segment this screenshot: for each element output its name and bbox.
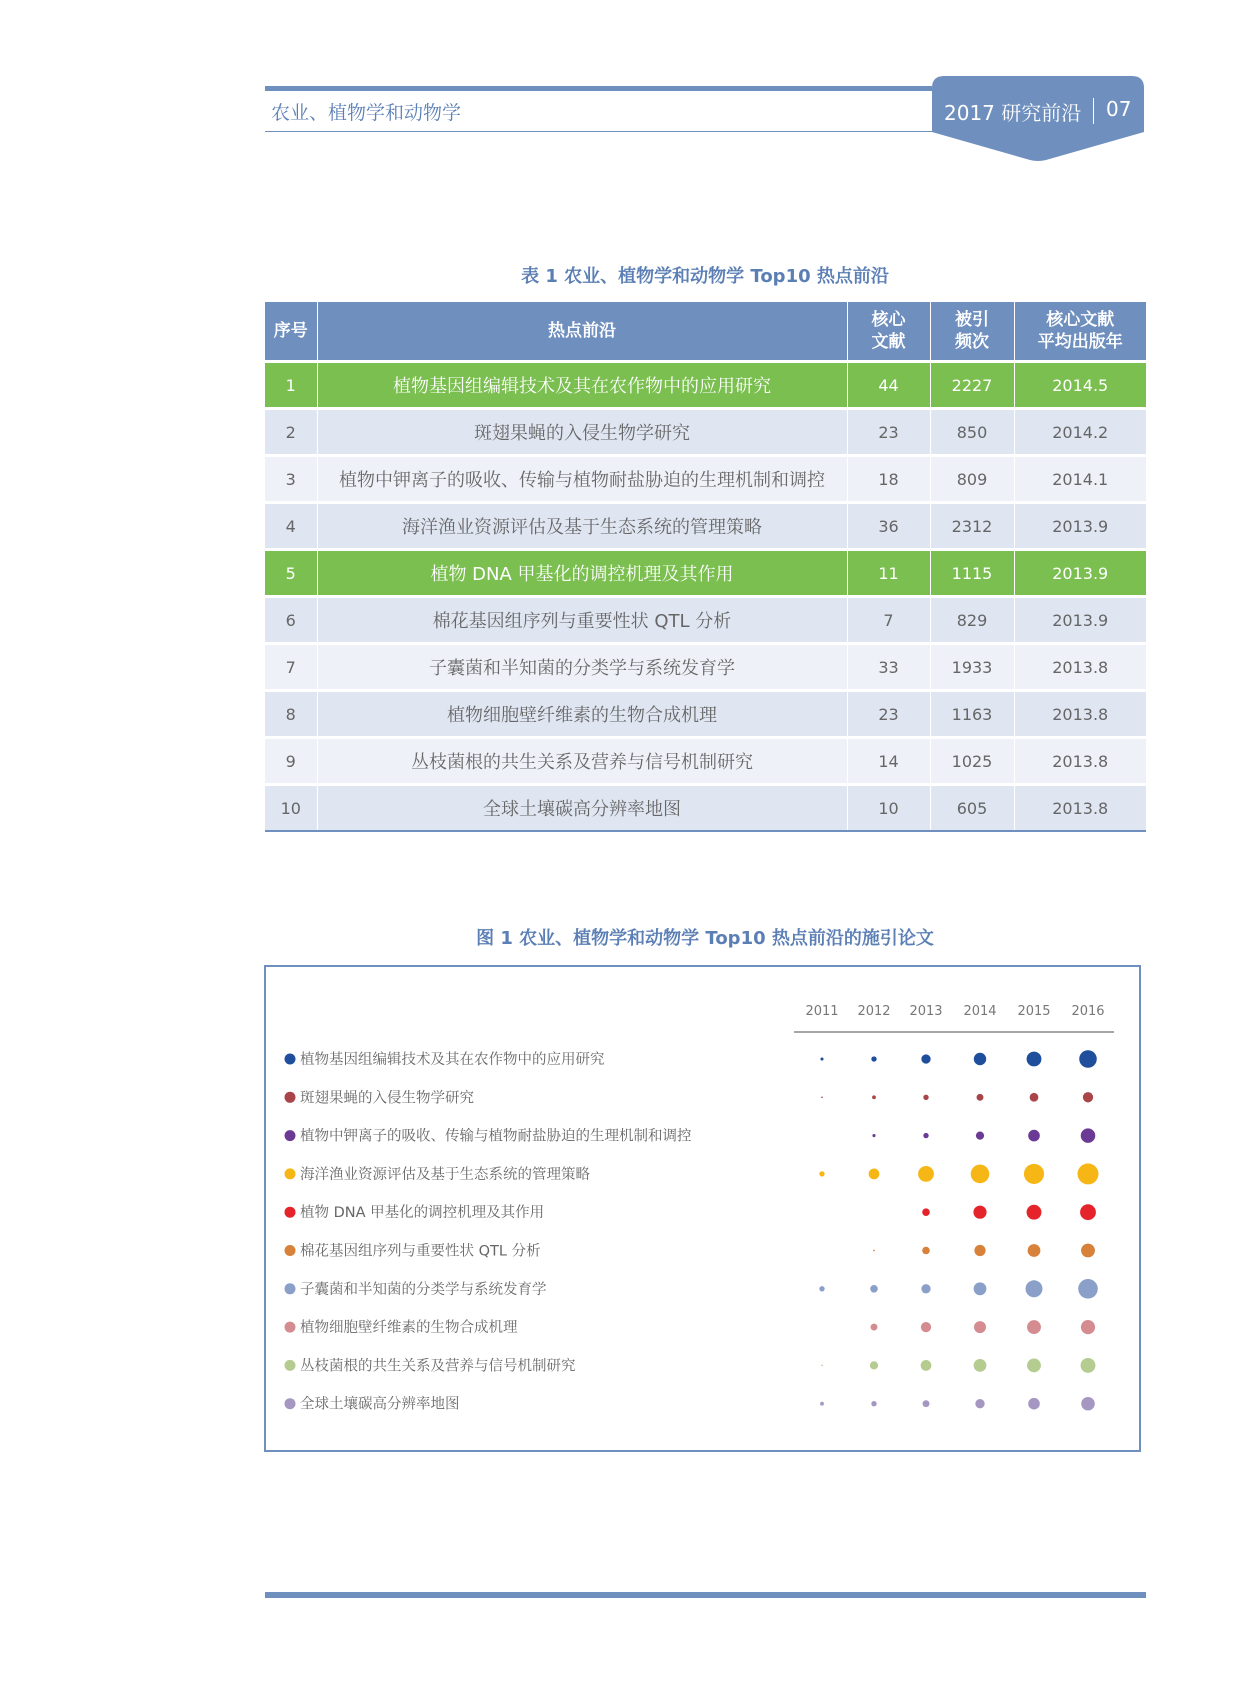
cell-rank: 7	[265, 644, 317, 691]
cell-core-papers: 36	[847, 503, 930, 550]
bubble-point	[1078, 1279, 1098, 1299]
header-tab-divider	[1093, 98, 1094, 124]
bubble-point	[971, 1165, 990, 1184]
bubble-point	[1081, 1397, 1095, 1411]
header-citations	[930, 302, 1014, 362]
cell-avg-year: 2013.8	[1014, 738, 1146, 785]
legend-marker	[285, 1054, 296, 1065]
bubble-point	[974, 1245, 985, 1256]
bubble-point	[1030, 1093, 1039, 1102]
cell-topic: 植物 DNA 甲基化的调控机理及其作用	[317, 550, 847, 597]
bubble-point	[923, 1095, 928, 1100]
bubble-point	[1027, 1205, 1042, 1220]
bubble-point	[1024, 1164, 1044, 1184]
bubble-point	[1083, 1092, 1093, 1102]
cell-rank: 1	[265, 362, 317, 409]
cell-rank: 8	[265, 691, 317, 738]
cell-citations: 809	[930, 456, 1014, 503]
bubble-point	[819, 1171, 824, 1176]
table-header-row	[265, 302, 1146, 362]
bubble-point	[1027, 1358, 1041, 1372]
bubble-point	[1081, 1244, 1095, 1258]
bubble-point	[1026, 1280, 1043, 1297]
bubble-point	[921, 1322, 931, 1332]
cell-avg-year: 2013.8	[1014, 785, 1146, 832]
bubble-point	[974, 1359, 987, 1372]
year-tick-label: 2011	[805, 1004, 839, 1019]
cell-core-papers: 14	[847, 738, 930, 785]
bubble-point	[821, 1096, 823, 1098]
bubble-point	[870, 1285, 878, 1293]
footer-rule	[265, 1592, 1146, 1598]
header-rule-bottom	[265, 131, 932, 132]
table-row	[265, 691, 1146, 738]
header-core-papers-line1: 核心	[871, 310, 906, 330]
bubble-point	[975, 1399, 984, 1408]
bubble-point	[1081, 1320, 1095, 1334]
cell-core-papers: 33	[847, 644, 930, 691]
table-caption: 表 1 农业、植物学和动物学 Top10 热点前沿	[521, 266, 889, 287]
cell-avg-year: 2013.9	[1014, 503, 1146, 550]
bubble-chart	[264, 965, 1141, 1452]
year-tick-label: 2013	[909, 1004, 943, 1019]
cell-topic: 海洋渔业资源评估及基于生态系统的管理策略	[317, 503, 847, 550]
bubble-point	[977, 1094, 984, 1101]
header-avg-year-line2: 平均出版年	[1037, 332, 1123, 352]
bubble-point	[1077, 1163, 1098, 1184]
legend-marker	[285, 1398, 296, 1409]
header-rank: 序号	[265, 302, 317, 362]
bubble-point	[974, 1282, 987, 1295]
cell-citations: 2227	[930, 362, 1014, 409]
cell-rank: 4	[265, 503, 317, 550]
year-tick-label: 2014	[963, 1004, 997, 1019]
header-avg-year	[1014, 302, 1146, 362]
bubble-point	[1081, 1128, 1096, 1143]
header-rule-top	[265, 86, 932, 91]
year-tick-label: 2012	[857, 1004, 891, 1019]
header-topic: 热点前沿	[317, 302, 847, 362]
bubble-point	[1080, 1204, 1096, 1220]
bubble-point	[1027, 1320, 1041, 1334]
year-tick-label: 2015	[1017, 1004, 1051, 1019]
bubble-point	[918, 1166, 934, 1182]
hot-fronts-table	[265, 302, 1146, 832]
legend-marker	[285, 1092, 296, 1103]
cell-rank: 5	[265, 550, 317, 597]
bubble-point	[872, 1095, 876, 1099]
legend-marker	[285, 1245, 296, 1256]
cell-rank: 9	[265, 738, 317, 785]
bubble-point	[1028, 1130, 1040, 1142]
legend-marker	[285, 1283, 296, 1294]
cell-core-papers: 18	[847, 456, 930, 503]
bubble-point	[973, 1206, 986, 1219]
cell-core-papers: 10	[847, 785, 930, 832]
section-title: 农业、植物学和动物学	[271, 102, 462, 124]
legend-label: 植物 DNA 甲基化的调控机理及其作用	[300, 1205, 545, 1222]
bubble-point	[1027, 1052, 1042, 1067]
bubble-point	[921, 1284, 930, 1293]
legend-marker	[285, 1168, 296, 1179]
legend-label: 植物基因组编辑技术及其在农作物中的应用研究	[300, 1052, 605, 1068]
cell-citations: 2312	[930, 503, 1014, 550]
bubble-point	[820, 1402, 824, 1406]
cell-topic: 植物中钾离子的吸收、传输与植物耐盐胁迫的生理机制和调控	[317, 456, 847, 503]
legend-label: 海洋渔业资源评估及基于生态系统的管理策略	[300, 1166, 590, 1183]
bubble-point	[1028, 1398, 1040, 1410]
table-row	[265, 738, 1146, 785]
bubble-point	[922, 1247, 930, 1255]
cell-avg-year: 2013.9	[1014, 597, 1146, 644]
cell-avg-year: 2014.1	[1014, 456, 1146, 503]
bubble-point	[872, 1134, 875, 1137]
legend-label: 棉花基因组序列与重要性状 QTL 分析	[300, 1243, 541, 1260]
header-citations-line2: 频次	[955, 332, 989, 352]
cell-rank: 3	[265, 456, 317, 503]
cell-topic: 斑翅果蝇的入侵生物学研究	[317, 409, 847, 456]
bubble-point	[870, 1361, 878, 1369]
cell-core-papers: 7	[847, 597, 930, 644]
cell-citations: 605	[930, 785, 1014, 832]
cell-avg-year: 2013.8	[1014, 644, 1146, 691]
table-row	[265, 644, 1146, 691]
cell-topic: 丛枝菌根的共生关系及营养与信号机制研究	[317, 738, 847, 785]
bubble-point	[820, 1057, 823, 1060]
cell-citations: 1025	[930, 738, 1014, 785]
bubble-point	[871, 1401, 876, 1406]
year-tick-label: 2016	[1071, 1004, 1105, 1019]
cell-topic: 全球土壤碳高分辨率地图	[317, 785, 847, 832]
bubble-point	[921, 1360, 932, 1371]
cell-avg-year: 2013.8	[1014, 691, 1146, 738]
bubble-point	[821, 1365, 823, 1367]
bubble-point	[1081, 1358, 1096, 1373]
bubble-point	[871, 1324, 878, 1331]
bubble-point	[871, 1056, 876, 1061]
table-row	[265, 362, 1146, 409]
table-row	[265, 409, 1146, 456]
cell-citations: 1115	[930, 550, 1014, 597]
bubble-point	[923, 1133, 928, 1138]
legend-label: 子囊菌和半知菌的分类学与系统发育学	[300, 1281, 547, 1298]
cell-core-papers: 44	[847, 362, 930, 409]
legend-label: 丛枝菌根的共生关系及营养与信号机制研究	[300, 1358, 576, 1375]
header-core-papers	[847, 302, 930, 362]
bubble-point	[974, 1321, 986, 1333]
legend-label: 斑翅果蝇的入侵生物学研究	[300, 1090, 474, 1107]
cell-topic: 植物基因组编辑技术及其在农作物中的应用研究	[317, 362, 847, 409]
cell-topic: 子囊菌和半知菌的分类学与系统发育学	[317, 644, 847, 691]
publication-title: 2017 研究前沿	[944, 101, 1082, 125]
bubble-point	[869, 1169, 880, 1180]
cell-citations: 850	[930, 409, 1014, 456]
legend-label: 植物中钾离子的吸收、传输与植物耐盐胁迫的生理机制和调控	[300, 1128, 692, 1145]
cell-avg-year: 2014.5	[1014, 362, 1146, 409]
legend-marker	[285, 1360, 296, 1371]
bubble-point	[819, 1286, 824, 1291]
cell-rank: 10	[265, 785, 317, 832]
table-row	[265, 503, 1146, 550]
cell-topic: 棉花基因组序列与重要性状 QTL 分析	[317, 597, 847, 644]
bubble-point	[1079, 1050, 1097, 1068]
cell-core-papers: 23	[847, 691, 930, 738]
cell-core-papers: 23	[847, 409, 930, 456]
table-row	[265, 456, 1146, 503]
legend-label: 全球土壤碳高分辨率地图	[300, 1396, 460, 1413]
bubble-point	[923, 1400, 930, 1407]
cell-avg-year: 2013.9	[1014, 550, 1146, 597]
bubble-point	[921, 1054, 930, 1063]
table-row	[265, 785, 1146, 832]
table-row	[265, 550, 1146, 597]
bubble-point	[976, 1132, 984, 1140]
cell-avg-year: 2014.2	[1014, 409, 1146, 456]
page-number: 07	[1106, 97, 1132, 121]
legend-label: 植物细胞壁纤维素的生物合成机理	[300, 1320, 518, 1337]
cell-rank: 6	[265, 597, 317, 644]
cell-core-papers: 11	[847, 550, 930, 597]
header-core-papers-line2: 文献	[871, 332, 906, 352]
legend-marker	[285, 1322, 296, 1333]
legend-marker	[285, 1207, 296, 1218]
bubble-point	[1028, 1244, 1041, 1257]
cell-citations: 829	[930, 597, 1014, 644]
cell-citations: 1163	[930, 691, 1014, 738]
header-avg-year-line1: 核心文献	[1046, 310, 1115, 330]
cell-topic: 植物细胞壁纤维素的生物合成机理	[317, 691, 847, 738]
bubble-point	[873, 1250, 875, 1252]
cell-citations: 1933	[930, 644, 1014, 691]
bubble-point	[922, 1208, 930, 1216]
bubble-point	[974, 1053, 986, 1065]
figure-caption: 图 1 农业、植物学和动物学 Top10 热点前沿的施引论文	[476, 928, 934, 949]
cell-rank: 2	[265, 409, 317, 456]
header-citations-line1: 被引	[955, 310, 989, 330]
legend-marker	[285, 1130, 296, 1141]
table-row	[265, 597, 1146, 644]
